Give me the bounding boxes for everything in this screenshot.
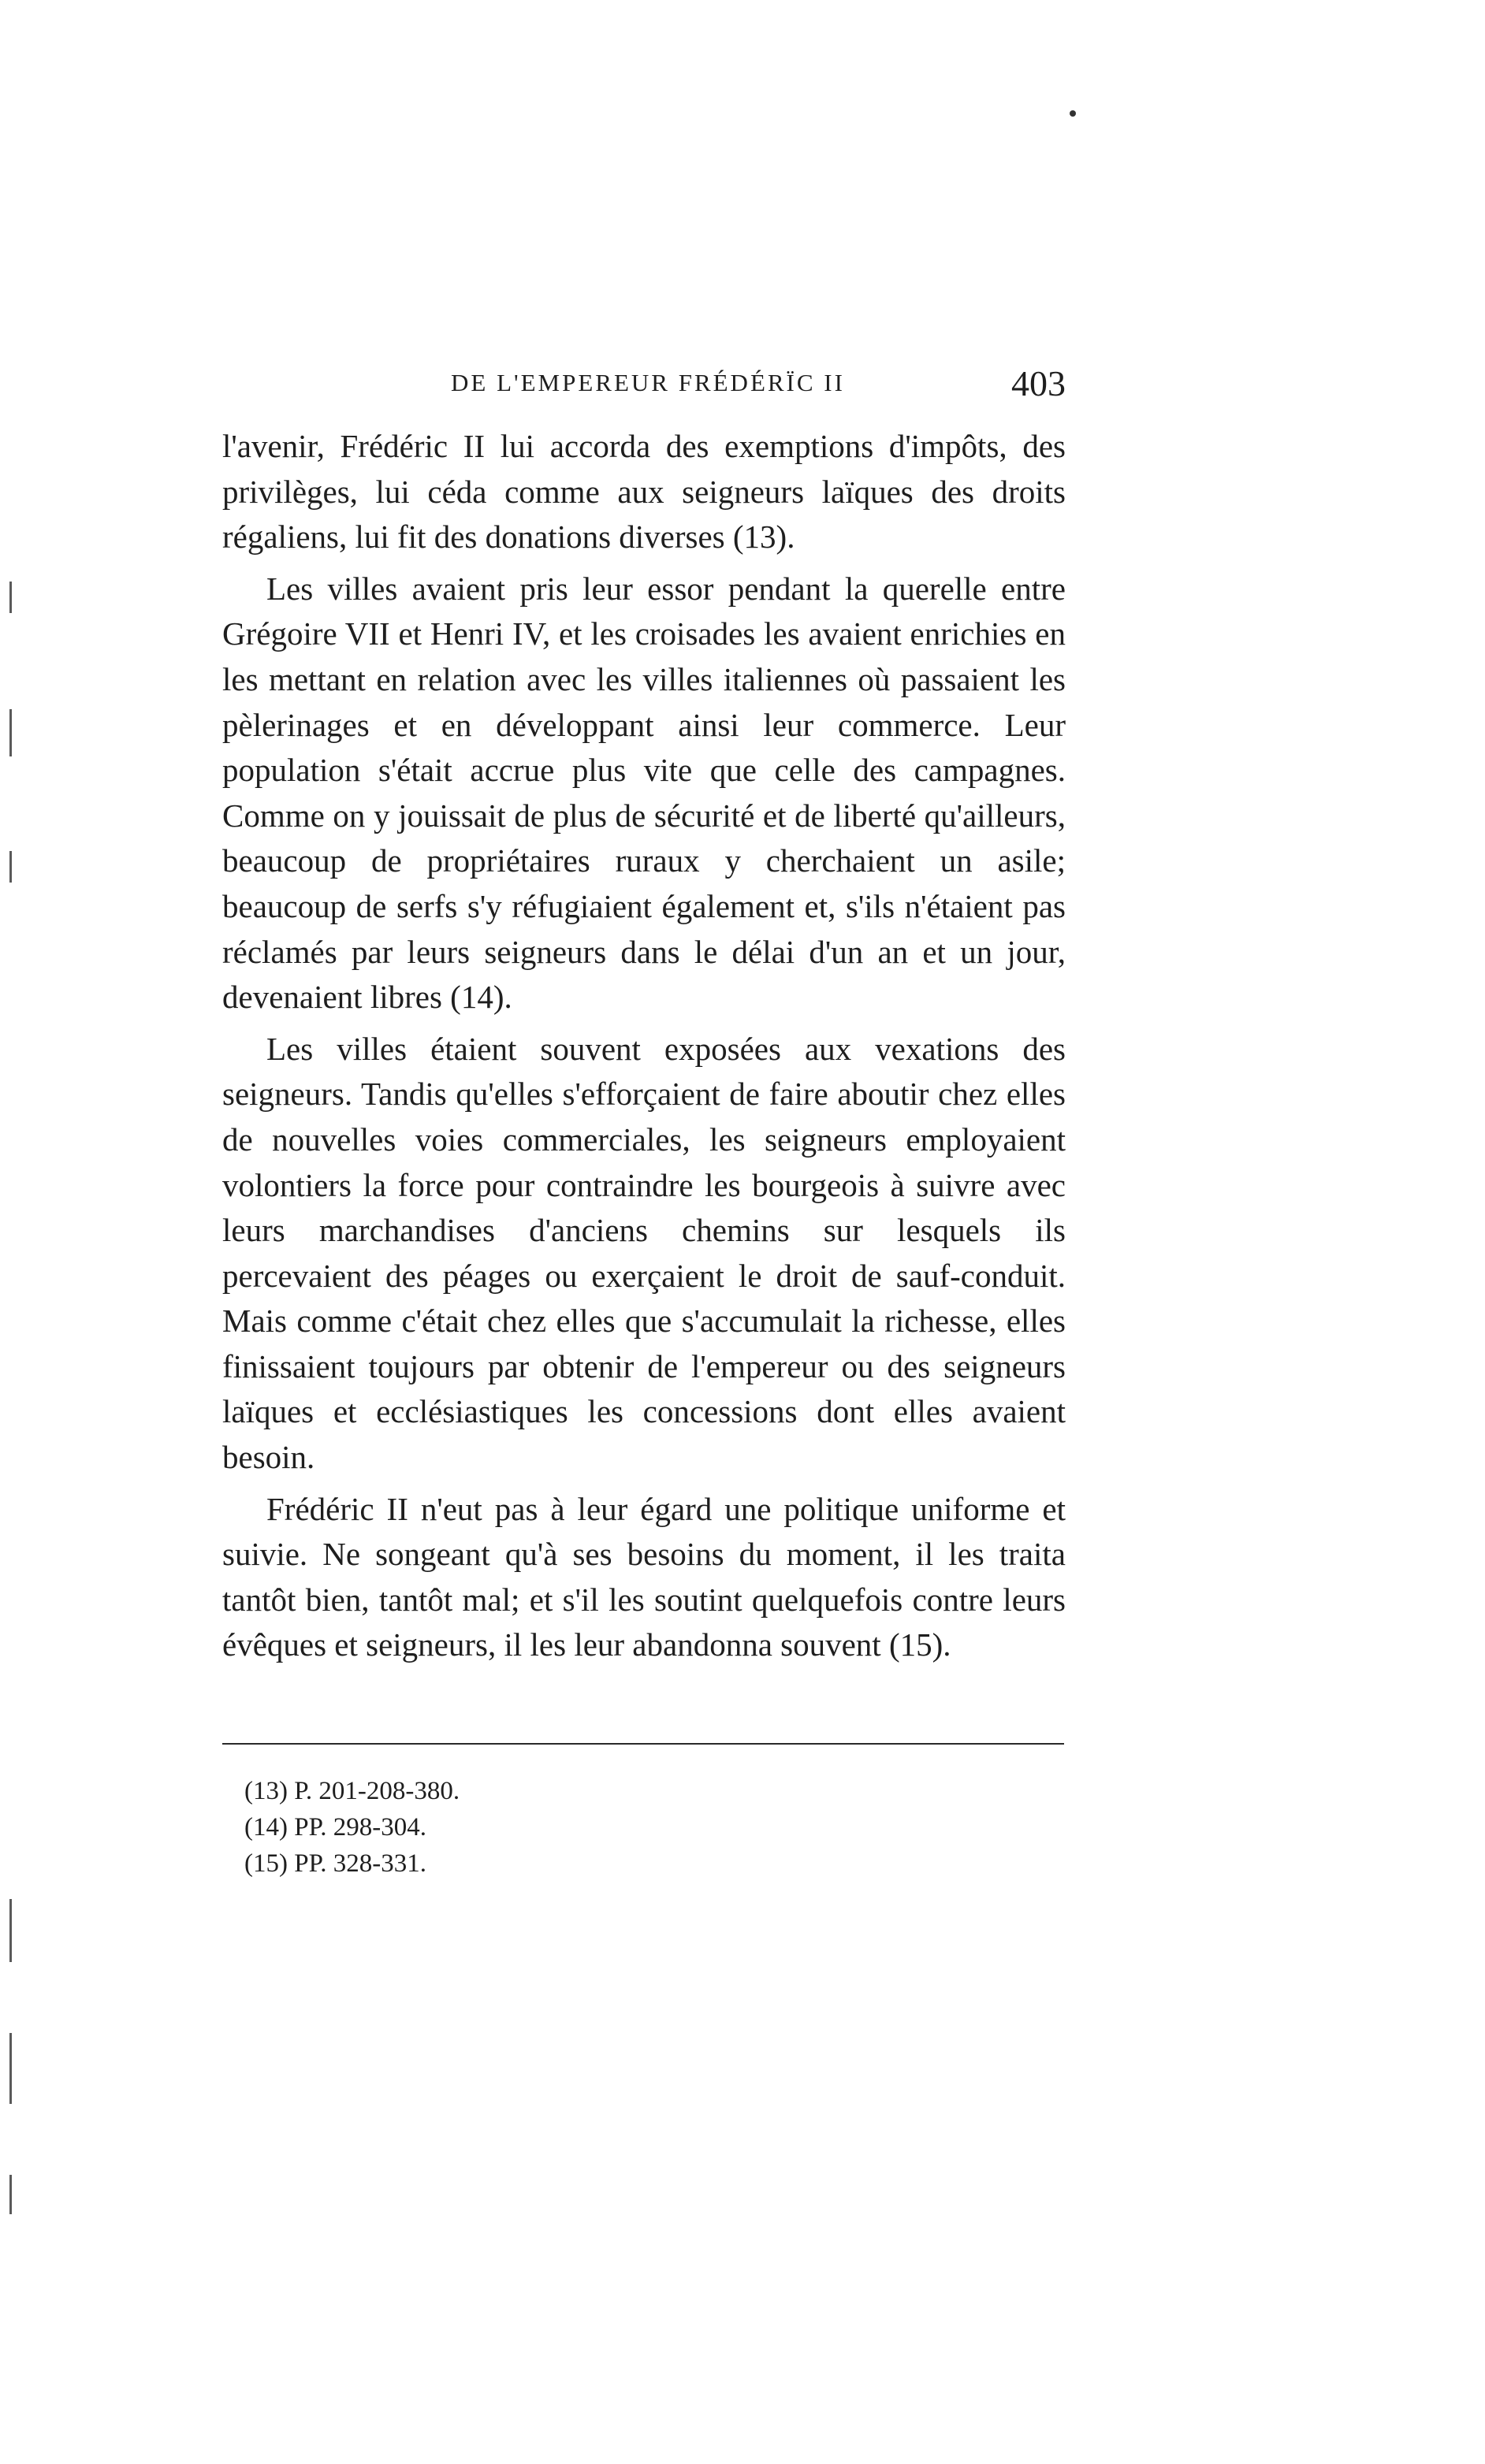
scan-edge-mark [9, 709, 12, 756]
footnote-divider [222, 1743, 1064, 1745]
page-number: 403 [1011, 363, 1066, 403]
scan-edge-mark [9, 582, 12, 613]
scan-speck [1070, 110, 1076, 117]
scan-edge-mark [9, 2175, 12, 2214]
paragraph: l'avenir, Frédéric II lui accorda des exemptions d'impôts, des privilèges, lui céda comme aux seigneurs laïques des droits régaliens, lui fit des donations diverses (13). [222, 428, 1066, 556]
running-head [222, 362, 1066, 410]
footnote: (14) PP. 298-304. [244, 1813, 427, 1841]
footnote: (13) P. 201-208-380. [244, 1777, 460, 1805]
paragraph: Frédéric II n'eut pas à leur égard une politique uniforme et suivie. Ne songeant qu'à ses besoins du moment, il les traita tantôt bien, tantôt mal; et s'il les soutint quelquefois contre leurs évêques et seigneurs, il les leur abandonna souvent (15). [222, 1490, 1066, 1663]
paragraph: Les villes étaient souvent exposées aux vexations des seigneurs. Tandis qu'elles s'efforçaient de faire aboutir chez elles de nouvelles voies commerciales, les seigneurs employaient volontiers la force pour contraindre les bourgeois à suivre avec leurs marchandises d'anciens chemins sur lesquels ils percevaient des péages ou exerçaient le droit de sauf-conduit. Mais comme c'était chez elles que s'accumulait la richesse, elles finissaient toujours par obtenir de l'empereur ou des seigneurs laïques et ecclésiastiques les concessions dont elles avaient besoin. [222, 1030, 1066, 1476]
scan-edge-mark [9, 851, 12, 883]
scan-edge-mark [9, 1899, 12, 1962]
paragraph: Les villes avaient pris leur essor pendant la querelle entre Grégoire VII et Henri IV, et les croisades les avaient enrichies en les mettant en relation avec les villes italiennes où passaient les pèlerinages et en développant ainsi leur commerce. Leur population s'était accrue plus vite que celle des campagnes. Comme on y jouissait de plus de sécurité et de liberté qu'ailleurs, beaucoup de propriétaires ruraux y cherchaient un asile; beaucoup de serfs s'y réfugiaient également et, s'ils n'étaient pas réclamés par leurs seigneurs dans le délai d'un an et un jour, devenaient libres (14). [222, 570, 1066, 1016]
scan-edge-mark [9, 2033, 12, 2104]
footnote: (15) PP. 328-331. [244, 1849, 427, 1878]
footnotes [244, 1773, 954, 1882]
running-title: DE L'EMPEREUR FRÉDÉRÏC II [451, 369, 845, 396]
body-text [222, 424, 1066, 1668]
